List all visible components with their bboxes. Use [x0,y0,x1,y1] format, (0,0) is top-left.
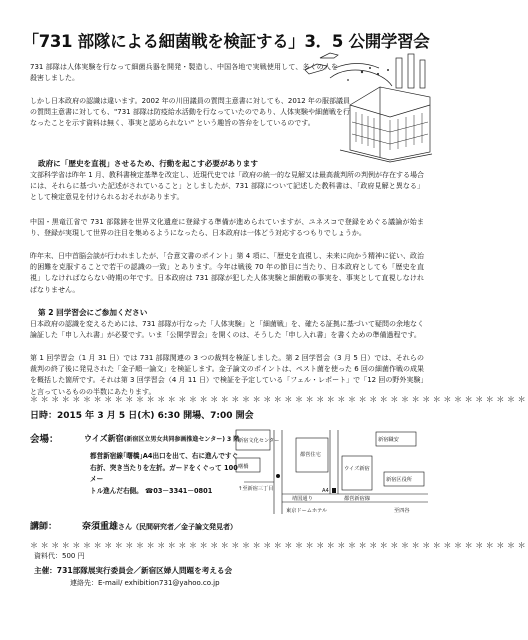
star-divider-top: ＊＊＊＊＊＊＊＊＊＊＊＊＊＊＊＊＊＊＊＊＊＊＊＊＊＊＊＊＊＊＊＊＊＊＊＊＊＊＊＊＊＊＊＊＊＊＊ [30,395,528,404]
speaker-label: 講師： [30,522,58,532]
section-heading-direct-history: 政府に「歴史を直視」させるため、行動を起こす必要があります [38,159,258,168]
section2-paragraph-1: 日本政府の認識を変えるためには、731 部隊が行なった「人体実験」と「細菌戦」を、確たる証拠に基づいて疑問の余地なく論証した「申し入れ書」が必要です。いま「公開学習会」を開くのは、そうした「申し入れ書」を書くための準備過程です。 [30,320,424,340]
unit731-building-illustration [300,50,432,162]
map-label: 至四谷 [394,508,410,514]
section-heading-study-session: 第 2 回学習会にご参加ください [38,308,148,317]
intro-paragraph-1: 731 部隊は人体実験を行なって細菌兵器を開発・製造し、中国各地で実戦使用して、多くの人を殺害しました。 [30,63,338,83]
contact-email[interactable]: 連絡先：E-mail/ exhibition731@yahoo.co.jp [70,579,220,587]
star-divider-bottom: ＊＊＊＊＊＊＊＊＊＊＊＊＊＊＊＊＊＊＊＊＊＊＊＊＊＊＊＊＊＊＊＊＊＊＊＊＊＊＊＊＊＊＊＊＊＊＊ [30,541,528,550]
speaker-affiliation: さん（民間研究者／金子論文発見者） [118,523,238,531]
speaker [82,519,237,532]
page-title: 「731 部隊による細菌戦を検証する」3．5 公開学習会 [22,32,430,51]
section1-paragraph-3: 昨年末、日中首脳会談が行われましたが、「合意文書のポイント」第 4 項に、「歴史を直視し、未来に向かう精神に従い、政治的困難を克服することで若干の認識の一致」とあります。今年は戦後 70 年の節目に当たり、日本政府としても「歴史を直視」しなければならない時期の年です。日本政府は 731 部隊が犯した人体実験と細菌戦の事実を、事実として直視しなければなりません。 [30,252,424,294]
venue-label: 会場： [30,434,59,445]
venue-name-text: ウイズ新宿 [84,434,124,443]
intro-paragraph-2: しかし日本政府の認識は違います。2002 年の川田議員の質問主意書に対しても、2012 年の服部議員の質問主意書に対しても、"731 部隊は防疫給水活動を行なっていたのであり、人体実験や細菌戦を行なったことを示す資料は無く、事実と認められない" という趣旨の答弁をしているのです。 [30,97,350,128]
section1-paragraph-2: 中国・黒竜江省で 731 部隊跡を世界文化遺産に登録する準備が進められていますが、ユネスコで登録をめぐる議論が始まり、登録が実現して世界の注目を集めるようになったら、日本政府は一体どう対応するつもりでしょうか。 [30,218,424,238]
map-label: 靖国通り [292,496,313,502]
section1-paragraph-1: 文部科学省は昨年 1 月、教科書検定基準を改定し、近現代史では「政府の統一的な見解又は最高裁判所の判例が存在する場合には、それらに基づいた記述がされていること」としましたが、731 部隊について記述した教科書は、「政府見解と異なる」として検定意見を付けられるおそれがあります。 [30,171,424,202]
map-label-venue: ウイズ新宿 [344,466,370,472]
map-label: 新宿職安 [378,437,399,443]
access-line: 右折、突き当たりを左折。ガードをくぐって 100 メー [90,463,238,483]
venue-access-directions [90,451,240,497]
map-label: 都営住宅 [300,452,321,458]
venue-map [234,428,430,514]
speaker-name: 奈須重雄 [82,522,119,532]
map-label: 新宿文化センター [238,438,280,444]
organizer: 主催：731部隊展実行委員会／新宿区婦人問題を考える会 [34,566,233,575]
map-label: ↑至新宿三丁目 [238,486,274,492]
access-line: 都営新宿線｢曙橋｣A4出口を出て、右に進んですぐ [90,452,239,460]
map-label: 新宿区役所 [386,477,412,483]
venue-name [84,433,239,444]
event-date: 日時：2015 年 3 月 5 日(木) 6:30 開場、7:00 開会 [30,411,254,421]
map-label: 東京ドームホテル [286,508,328,514]
material-fee: 資料代：500 円 [34,552,85,560]
map-label: 曙橋 [238,464,249,470]
venue-subtitle: (新宿区立男女共同参画推進センター) 3 階 [123,436,240,443]
section2-paragraph-2: 第 1 回学習会（1 月 31 日）では 731 部隊関連の 3 つの裁判を検証しました。第 2 回学習会（3 月 5 日）では、それらの裁判の終了後に発見された「金子順一論文」を検証します。金子論文のポイントは、ペスト菌を使った 6 回の細菌作戦の成果を概括した箇所です。それは第 3 回学習会（4 月 11 日）で検証を予定している「フェル・レポート」で「12 回の野外実験」と言っているものの半数にあたります。 [30,354,424,396]
access-line: トル進んだ右側。 ☎03－3341－0801 [90,486,213,495]
map-label: A4 [322,488,329,494]
map-label: 都営新宿線 [344,496,370,502]
